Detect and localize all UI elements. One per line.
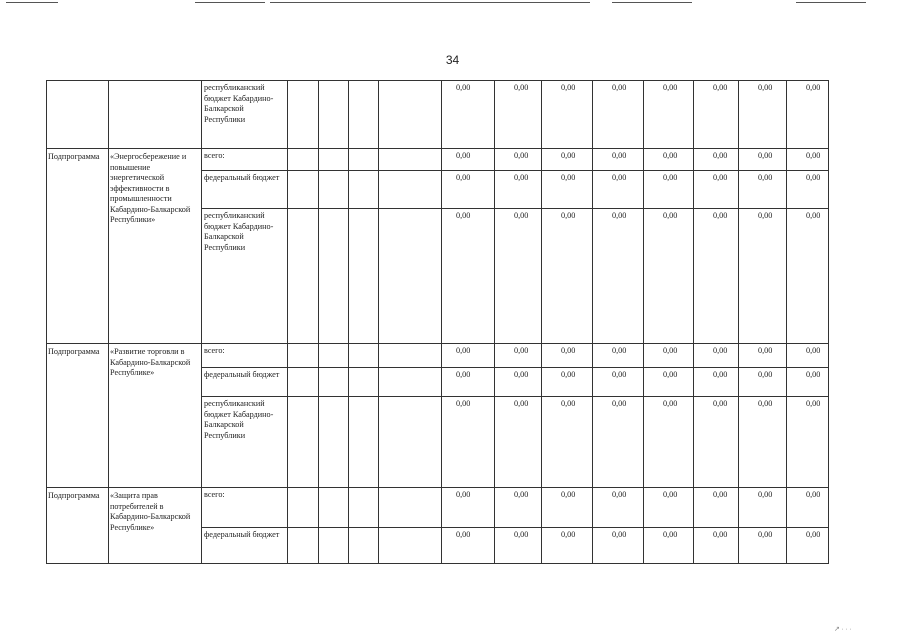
column-rule xyxy=(828,80,829,564)
amount-cell: 0,00 xyxy=(514,211,529,220)
amount-cell: 0,00 xyxy=(514,151,529,160)
amount-cell: 0,00 xyxy=(713,83,728,92)
amount-cell: 0,00 xyxy=(561,399,576,408)
amount-cell: 0,00 xyxy=(713,490,728,499)
amount-cell: 0,00 xyxy=(514,173,529,182)
amount-cell: 0,00 xyxy=(758,370,773,379)
amount-cell: 0,00 xyxy=(612,346,627,355)
column-rule xyxy=(378,80,379,564)
funding-source-cell: федеральный бюджет xyxy=(204,530,280,539)
row-rule xyxy=(201,367,828,368)
amount-cell: 0,00 xyxy=(806,211,821,220)
program-name-cell: «Энергосбережение и повышение энергетической эффективности в промышленности Кабардино-Балкарской Республики» xyxy=(110,152,191,224)
amount-cell: 0,00 xyxy=(663,211,678,220)
amount-cell: 0,00 xyxy=(806,346,821,355)
row-rule xyxy=(201,487,828,488)
amount-cell: 0,00 xyxy=(663,151,678,160)
amount-cell: 0,00 xyxy=(663,173,678,182)
column-rule xyxy=(46,80,47,564)
amount-cell: 0,00 xyxy=(514,530,529,539)
amount-cell: 0,00 xyxy=(612,490,627,499)
amount-cell: 0,00 xyxy=(758,173,773,182)
amount-cell: 0,00 xyxy=(456,173,471,182)
amount-cell: 0,00 xyxy=(713,370,728,379)
amount-cell: 0,00 xyxy=(612,151,627,160)
amount-cell: 0,00 xyxy=(806,370,821,379)
column-rule xyxy=(643,80,644,564)
amount-cell: 0,00 xyxy=(456,530,471,539)
funding-source-cell: федеральный бюджет xyxy=(204,370,280,379)
amount-cell: 0,00 xyxy=(561,346,576,355)
column-rule xyxy=(108,80,109,564)
column-rule xyxy=(738,80,739,564)
amount-cell: 0,00 xyxy=(456,490,471,499)
amount-cell: 0,00 xyxy=(713,530,728,539)
funding-source-cell: республиканский бюджет Кабардино- Балкарской Республики xyxy=(204,399,274,440)
amount-cell: 0,00 xyxy=(758,151,773,160)
amount-cell: 0,00 xyxy=(806,83,821,92)
amount-cell: 0,00 xyxy=(456,83,471,92)
scan-artifact-line xyxy=(6,2,58,3)
amount-cell: 0,00 xyxy=(713,151,728,160)
column-rule xyxy=(786,80,787,564)
column-rule xyxy=(348,80,349,564)
amount-cell: 0,00 xyxy=(561,151,576,160)
row-rule xyxy=(201,563,828,564)
column-rule xyxy=(693,80,694,564)
amount-cell: 0,00 xyxy=(758,346,773,355)
amount-cell: 0,00 xyxy=(456,370,471,379)
program-type-cell: Подпрограмма xyxy=(48,491,100,500)
amount-cell: 0,00 xyxy=(561,530,576,539)
row-rule xyxy=(201,170,828,171)
amount-cell: 0,00 xyxy=(758,399,773,408)
amount-cell: 0,00 xyxy=(758,490,773,499)
page-number: 34 xyxy=(445,53,460,67)
amount-cell: 0,00 xyxy=(758,83,773,92)
column-rule xyxy=(441,80,442,564)
scan-artifact-line xyxy=(195,2,265,3)
budget-table xyxy=(46,80,828,563)
funding-source-cell: республиканский бюджет Кабардино- Балкарской Республики xyxy=(204,211,274,252)
amount-cell: 0,00 xyxy=(514,370,529,379)
amount-cell: 0,00 xyxy=(806,173,821,182)
funding-source-cell: всего: xyxy=(204,346,225,355)
amount-cell: 0,00 xyxy=(456,211,471,220)
program-name-cell: «Защита прав потребителей в Кабардино-Балкарской Республике» xyxy=(110,491,191,532)
amount-cell: 0,00 xyxy=(663,346,678,355)
row-rule xyxy=(201,208,828,209)
amount-cell: 0,00 xyxy=(806,490,821,499)
amount-cell: 0,00 xyxy=(612,399,627,408)
scan-artifact-line xyxy=(612,2,692,3)
amount-cell: 0,00 xyxy=(561,83,576,92)
row-rule xyxy=(201,343,828,344)
amount-cell: 0,00 xyxy=(514,83,529,92)
row-rule xyxy=(201,148,828,149)
amount-cell: 0,00 xyxy=(612,211,627,220)
amount-cell: 0,00 xyxy=(456,346,471,355)
funding-source-cell: федеральный бюджет xyxy=(204,173,280,182)
amount-cell: 0,00 xyxy=(713,211,728,220)
row-rule xyxy=(201,527,828,528)
amount-cell: 0,00 xyxy=(514,490,529,499)
funding-source-cell: всего: xyxy=(204,490,225,499)
amount-cell: 0,00 xyxy=(758,530,773,539)
amount-cell: 0,00 xyxy=(612,530,627,539)
column-rule xyxy=(318,80,319,564)
scan-artifact-line xyxy=(796,2,866,3)
amount-cell: 0,00 xyxy=(561,173,576,182)
amount-cell: 0,00 xyxy=(663,490,678,499)
amount-cell: 0,00 xyxy=(713,346,728,355)
row-rule xyxy=(201,396,828,397)
amount-cell: 0,00 xyxy=(713,399,728,408)
amount-cell: 0,00 xyxy=(561,370,576,379)
amount-cell: 0,00 xyxy=(806,399,821,408)
row-rule xyxy=(201,80,828,81)
scan-artifact-line xyxy=(270,2,590,3)
amount-cell: 0,00 xyxy=(514,346,529,355)
amount-cell: 0,00 xyxy=(561,211,576,220)
amount-cell: 0,00 xyxy=(514,399,529,408)
program-type-cell: Подпрограмма xyxy=(48,347,100,356)
margin-mark: ↗ ∙ ∙ ∙ xyxy=(834,626,852,633)
amount-cell: 0,00 xyxy=(612,370,627,379)
amount-cell: 0,00 xyxy=(806,151,821,160)
amount-cell: 0,00 xyxy=(663,530,678,539)
amount-cell: 0,00 xyxy=(612,173,627,182)
program-type-cell: Подпрограмма xyxy=(48,152,100,161)
amount-cell: 0,00 xyxy=(561,490,576,499)
column-rule xyxy=(494,80,495,564)
amount-cell: 0,00 xyxy=(663,399,678,408)
amount-cell: 0,00 xyxy=(456,399,471,408)
amount-cell: 0,00 xyxy=(663,370,678,379)
amount-cell: 0,00 xyxy=(758,211,773,220)
column-rule xyxy=(541,80,542,564)
column-rule xyxy=(592,80,593,564)
funding-source-cell: республиканский бюджет Кабардино- Балкарской Республики xyxy=(204,83,274,124)
amount-cell: 0,00 xyxy=(806,530,821,539)
funding-source-cell: всего: xyxy=(204,151,225,160)
amount-cell: 0,00 xyxy=(713,173,728,182)
program-name-cell: «Развитие торговли в Кабардино-Балкарской Республике» xyxy=(110,347,191,377)
amount-cell: 0,00 xyxy=(612,83,627,92)
amount-cell: 0,00 xyxy=(456,151,471,160)
amount-cell: 0,00 xyxy=(663,83,678,92)
